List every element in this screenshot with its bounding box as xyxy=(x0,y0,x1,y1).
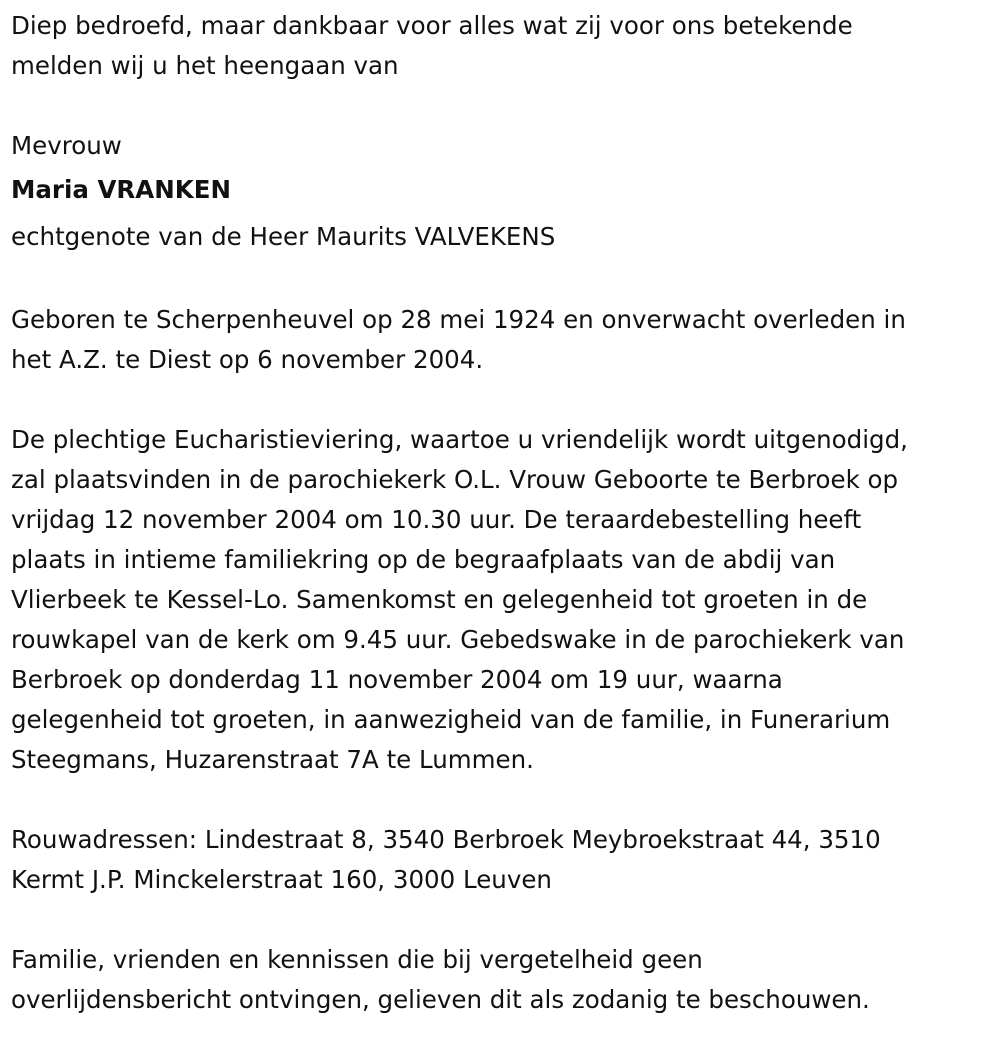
ceremony-paragraph: De plechtige Eucharistieviering, waartoe u vriendelijk wordt uitgenodigd, zal plaatsvinden in de parochiekerk O.L. Vrouw Geboorte te Berbroek op vrijdag 12 november 2004 om 10.30 uur. De teraardebestelling heeft plaats in intieme familiekring op de begraafplaats van de abdij van Vlierbeek te Kessel-Lo. Samenkomst en gelegenheid tot groeten in de rouwkapel van de kerk om 9.45 uur. Gebedswake in de parochiekerk van Berbroek op donderdag 11 november 2004 om 19 uur, waarna gelegenheid tot groeten, in aanwezigheid van de familie, in Funerarium Steegmans, Huzarenstraat 7A te Lummen. xyxy=(11,425,908,774)
spacer xyxy=(11,380,995,420)
closing-paragraph: Familie, vrienden en kennissen die bij vergetelheid geen overlijdensbericht ontvingen, gelieven dit als zodanig te beschouwen. xyxy=(11,945,870,1014)
obituary-notice xyxy=(11,0,995,1020)
intro-paragraph: Diep bedroefd, maar dankbaar voor alles wat zij voor ons betekende melden wij u het heengaan van xyxy=(11,11,853,80)
spacer xyxy=(11,780,995,820)
addresses-paragraph: Rouwadressen: Lindestraat 8, 3540 Berbroek Meybroekstraat 44, 3510 Kermt J.P. Minckelerstraat 160, 3000 Leuven xyxy=(11,825,881,894)
spacer xyxy=(11,260,995,300)
deceased-name: Maria VRANKEN xyxy=(11,175,231,204)
spacer xyxy=(11,900,995,940)
honorific: Mevrouw xyxy=(11,131,122,160)
spacer xyxy=(11,86,995,126)
birth-death-paragraph: Geboren te Scherpenheuvel op 28 mei 1924 en onverwacht overleden in het A.Z. te Diest op 6 november 2004. xyxy=(11,305,906,374)
spouse-line: echtgenote van de Heer Maurits VALVEKENS xyxy=(11,222,556,251)
